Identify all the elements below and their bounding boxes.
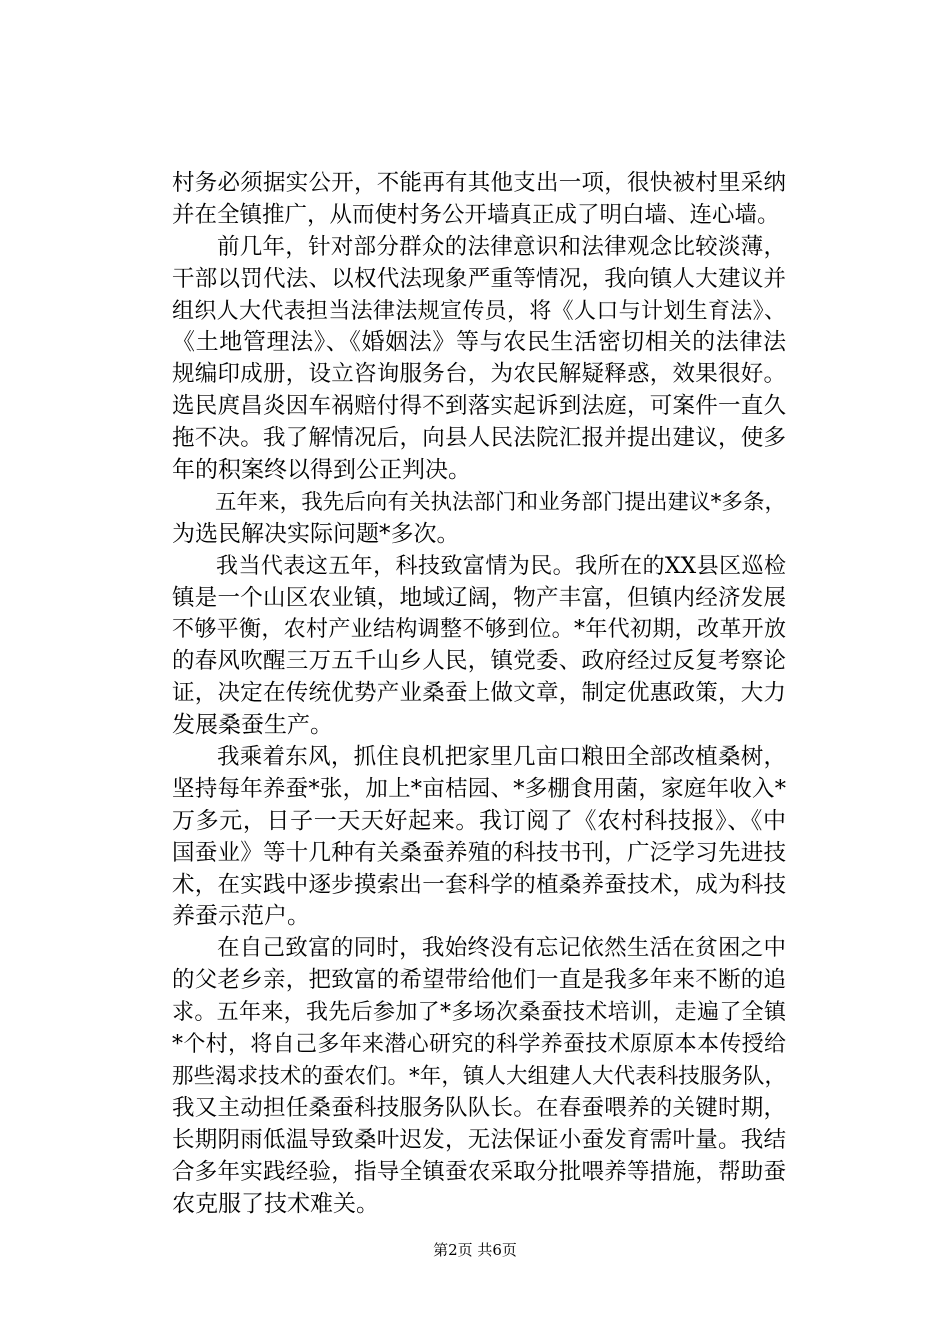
text-line: 不够平衡，农村产业结构调整不够到位。*年代初期，改革开放 [172, 617, 786, 643]
text-line: 求。五年来，我先后参加了*多场次桑蚕技术培训，走遍了全镇 [172, 1000, 786, 1026]
text-line: 《土地管理法》、《婚姻法》等与农民生活密切相关的法律法 [172, 329, 786, 356]
page-footer [0, 1240, 950, 1260]
text-line: 镇是一个山区农业镇，地域辽阔，物产丰富，但镇内经济发展 [172, 584, 786, 611]
text-line: 证，决定在传统优势产业桑蚕上做文章，制定优惠政策，大力 [172, 680, 786, 707]
text-line: 万多元，日子一天天好起来。我订阅了《农村科技报》、《中 [172, 807, 786, 834]
text-line: 我当代表这五年，科技致富情为民。我所在的XX县区巡检 [216, 553, 786, 579]
text-line: 组织人大代表担当法律法规宣传员，将《人口与计划生育法》、 [172, 298, 786, 324]
text-line: 那些渴求技术的蚕农们。*年，镇人大组建人大代表科技服务队， [172, 1063, 786, 1089]
text-line: 发展桑蚕生产。 [172, 712, 333, 739]
text-line: *个村，将自己多年来潜心研究的科学养蚕技术原原本本传授给 [172, 1032, 786, 1058]
text-line: 拖不决。我了解情况后，向县人民法院汇报并提出建议，使多 [172, 425, 786, 452]
text-line: 的春风吹醒三万五千山乡人民，镇党委、政府经过反复考察论 [172, 648, 786, 675]
text-line: 坚持每年养蚕*张，加上*亩桔园、*多棚食用菌，家庭年收入* [172, 775, 786, 802]
document-body [172, 168, 786, 1220]
text-line: 五年来，我先后向有关执法部门和业务部门提出建议*多条， [215, 489, 786, 515]
text-line: 并在全镇推广，从而使村务公开墙真正成了明白墙、连心墙。 [172, 201, 780, 228]
text-line: 前几年，针对部分群众的法律意识和法律观念比较淡薄， [217, 233, 786, 260]
text-line: 选民庹昌炎因车祸赔付得不到落实起诉到法庭，可案件一直久 [172, 393, 786, 420]
text-line: 干部以罚代法、以权代法现象严重等情况，我向镇人大建议并 [172, 265, 786, 292]
text-line: 我乘着东风，抓住良机把家里几亩口粮田全部改植桑树， [217, 744, 786, 771]
text-line: 的父老乡亲，把致富的希望带给他们一直是我多年来不断的追 [172, 967, 786, 994]
text-line: 我又主动担任桑蚕科技服务队队长。在春蚕喂养的关键时期， [172, 1094, 786, 1121]
text-line: 术，在实践中逐步摸索出一套科学的植桑养蚕技术，成为科技 [172, 871, 786, 898]
text-line: 农克服了技术难关。 [172, 1190, 379, 1217]
text-line: 长期阴雨低温导致桑叶迟发，无法保证小蚕发育需叶量。我结 [172, 1126, 786, 1153]
text-line: 为选民解决实际问题*多次。 [172, 520, 460, 547]
text-line: 国蚕业》等十几种有关桑蚕养殖的科技书刊，广泛学习先进技 [172, 839, 786, 866]
page-number: 第2页 共6页 [433, 1241, 517, 1259]
text-line: 年的积案终以得到公正判决。 [172, 457, 471, 484]
text-line: 养蚕示范户。 [172, 903, 310, 930]
text-line: 村务必须据实公开，不能再有其他支出一项，很快被村里采纳 [172, 170, 786, 196]
text-line: 规编印成册，设立咨询服务台，为农民解疑释惑，效果很好。 [172, 361, 786, 388]
text-line: 合多年实践经验，指导全镇蚕农采取分批喂养等措施，帮助蚕 [172, 1158, 786, 1185]
text-line: 在自己致富的同时，我始终没有忘记依然生活在贫困之中 [217, 935, 786, 962]
